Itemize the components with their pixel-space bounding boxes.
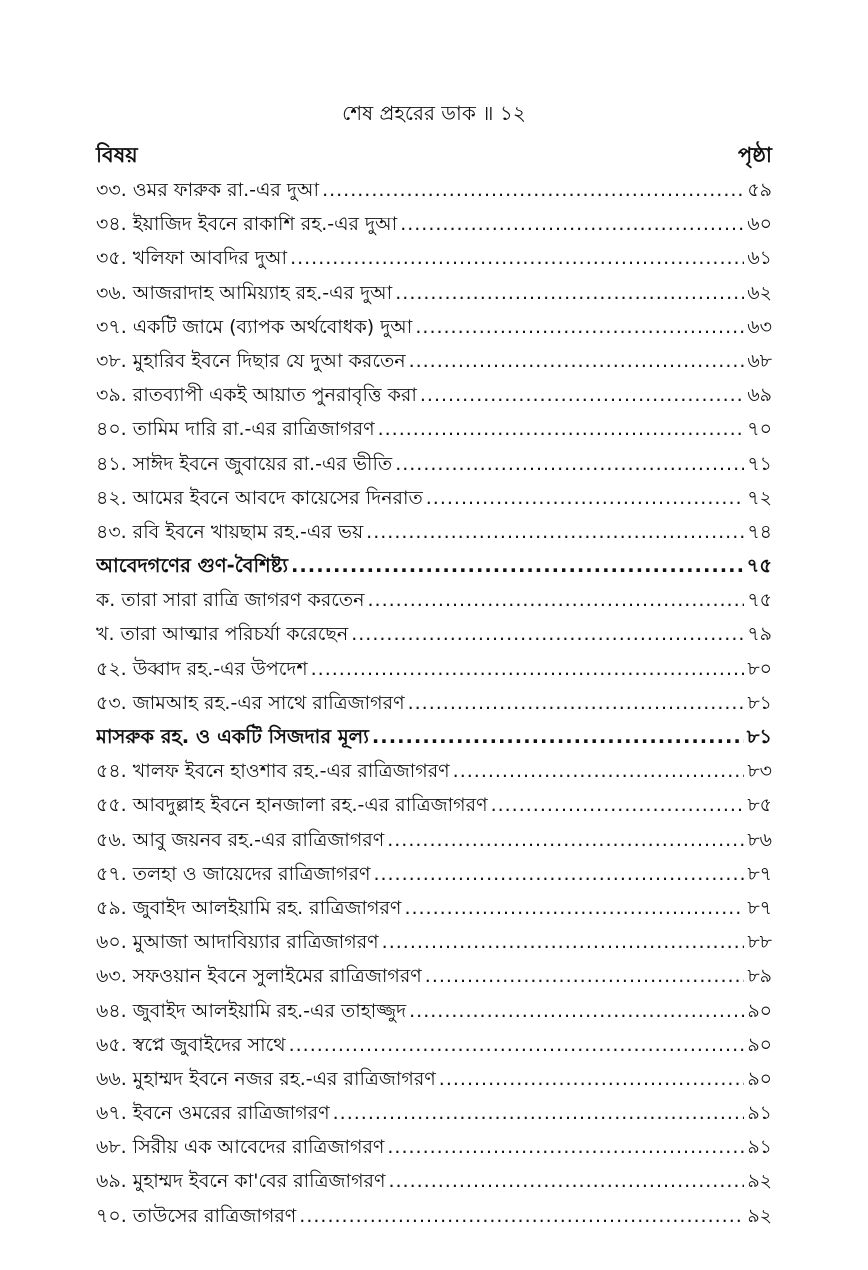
toc-entry-title: ৬৭. ইবনে ওমরের রাত্রিজাগরণ [96, 1102, 330, 1125]
toc-entry [96, 412, 772, 446]
toc-entry-page: ৭৫ [746, 554, 772, 578]
toc-entry [96, 378, 772, 412]
toc-entry-page: ৬১ [747, 247, 772, 270]
dot-leader [453, 754, 745, 788]
toc-entry-title: ৬৮. সিরীয় এক আবেদের রাত্রিজাগরণ [96, 1136, 385, 1159]
toc-entry-title: ৩৯. রাতব্যাপী একই আয়াত পুনরাবৃত্তি করা [96, 384, 417, 407]
toc-entry [96, 1199, 772, 1233]
toc-entry-page: ৬২ [747, 281, 772, 304]
toc-entry-title: ৫৬. আবু জয়নব রহ.-এর রাত্রিজাগরণ [96, 828, 385, 851]
toc-entry [96, 583, 772, 617]
toc-entry-page: ৮৬ [747, 828, 772, 851]
toc-entry-page: ৭২ [747, 486, 772, 509]
toc-entry-title: খ. তারা আত্মার পরিচর্যা করেছেন [96, 623, 349, 646]
toc-entry [96, 1062, 772, 1096]
toc-entry-page: ৮৯ [747, 965, 772, 988]
dot-leader [291, 549, 744, 583]
dot-leader [387, 1130, 744, 1164]
dot-leader [373, 857, 744, 891]
dot-leader [415, 310, 744, 344]
toc-entry-page: ৭৫ [747, 589, 772, 612]
toc-entry [96, 447, 772, 481]
toc-entry-title: ৫৪. খালফ ইবনে হাওশাব রহ.-এর রাত্রিজাগরণ [96, 760, 450, 783]
subject-column-heading: বিষয় [96, 143, 138, 167]
toc-entry-page: ৮৩ [747, 760, 772, 783]
toc-entry-page: ৯১ [747, 1136, 772, 1159]
toc-entry-title: ক. তারা সারা রাত্রি জাগরণ করতেন [96, 589, 365, 612]
toc-entry [96, 823, 772, 857]
toc-entry-page: ৮০ [747, 657, 772, 680]
toc-entry-page: ৮১ [747, 691, 772, 714]
toc-entry-title: ৬৫. স্বপ্নে জুবাইদের সাথে [96, 1033, 286, 1056]
toc-entry-title: ৪৩. রবি ইবনে খায়ছাম রহ.-এর ভয় [96, 520, 364, 543]
dot-leader [395, 276, 744, 310]
dot-leader [388, 1164, 744, 1198]
toc-entry-title: ৬৬. মুহাম্মদ ইবনে নজর রহ.-এর রাত্রিজাগরণ [96, 1067, 436, 1090]
toc-entry-title: ৪২. আমের ইবনে আবদে কায়েসের দিনরাত [96, 486, 423, 509]
toc-section-heading [96, 720, 772, 754]
toc-entry-title: ৩৪. ইয়াজিদ ইবনে রাকাশি রহ.-এর দুআ [96, 213, 398, 236]
toc-entry [96, 686, 772, 720]
toc-entry [96, 788, 772, 822]
toc-entry-title: ৬৪. জুবাইদ আলইয়ামি রহ.-এর তাহাজ্জুদ [96, 999, 407, 1022]
toc-entry-page: ৫৯ [747, 179, 772, 201]
dot-leader [409, 344, 745, 378]
toc-entry [96, 241, 772, 275]
toc-entry-title: ৭০. তাউসের রাত্রিজাগরণ [96, 1204, 297, 1227]
toc-entry-page: ৮৭ [747, 862, 772, 885]
toc-entry-title: ৫২. উব্বাদ রহ.-এর উপদেশ [96, 657, 308, 680]
dot-leader [351, 617, 744, 651]
dot-leader [426, 481, 745, 515]
toc-entry [96, 754, 772, 788]
toc-entry-title: ৩৮. মুহারিব ইবনে দিছার যে দুআ করতেন [96, 349, 406, 372]
dot-leader [387, 823, 744, 857]
dot-leader [378, 412, 745, 446]
dot-leader [372, 720, 744, 754]
toc-entry [96, 1164, 772, 1198]
dot-leader [299, 1199, 744, 1233]
toc-entry [96, 1130, 772, 1164]
toc-entry [96, 515, 772, 549]
toc-entry-title: ৫৭. তলহা ও জায়েদের রাত্রিজাগরণ [96, 862, 371, 885]
toc-entry-title: ৬০. মুআজা আদাবিয়্যার রাত্রিজাগরণ [96, 931, 379, 954]
toc-entry-page: ৯২ [747, 1204, 772, 1227]
page-column-heading: পৃষ্ঠা [737, 143, 772, 167]
toc-entry-page: ৬৩ [747, 315, 772, 338]
toc-entry-title: ৪০. তামিম দারি রা.-এর রাত্রিজাগরণ [96, 418, 375, 441]
toc-entry-page: ৯০ [747, 1033, 772, 1056]
toc-entry-page: ৭৯ [747, 623, 772, 646]
toc-entry-title: ৬৩. সফওয়ান ইবনে সুলাইমের রাত্রিজাগরণ [96, 965, 422, 988]
toc-entry-page: ৮৮ [747, 931, 772, 954]
toc-entry-title: ৫৯. জুবাইদ আলইয়ামি রহ. রাত্রিজাগরণ [96, 896, 402, 919]
dot-leader [382, 925, 745, 959]
toc-entry [96, 1096, 772, 1130]
toc-entry [96, 481, 772, 515]
toc-entry-title: আবেদগণের গুণ-বৈশিষ্ট্য [96, 554, 288, 578]
toc-section-heading [96, 549, 772, 583]
dot-leader [366, 515, 744, 549]
toc-entry-title: ৫৩. জামআহ রহ.-এর সাথে রাত্রিজাগরণ [96, 691, 405, 714]
toc-entry [96, 857, 772, 891]
toc-entry [96, 925, 772, 959]
toc-entry-title: ৩৭. একটি জামে (ব্যাপক অর্থবোধক) দুআ [96, 315, 413, 338]
toc-entry [96, 1028, 772, 1062]
dot-leader [395, 447, 744, 481]
dot-leader [408, 686, 745, 720]
dot-leader [400, 207, 744, 241]
dot-leader [425, 959, 745, 993]
toc-entry [96, 207, 772, 241]
toc-entry-page: ৭১ [747, 452, 772, 475]
toc-entry-title: ৩৫. খলিফা আবদির দুআ [96, 247, 288, 270]
book-page [96, 0, 772, 1270]
toc-entry-page: ৭৪ [747, 520, 772, 543]
table-of-contents [96, 173, 772, 1233]
column-headings [96, 138, 772, 172]
dot-leader [311, 652, 745, 686]
toc-entry-page: ৬০ [747, 213, 772, 236]
toc-entry-page: ৯০ [747, 999, 772, 1022]
running-header: শেষ প্রহরের ডাক ॥ ১২ [342, 101, 526, 125]
dot-leader [333, 1096, 745, 1130]
toc-entry-page: ৬৯ [747, 384, 772, 407]
toc-entry [96, 173, 772, 207]
toc-entry-page: ৯২ [747, 1170, 772, 1193]
dot-leader [420, 378, 744, 412]
toc-entry-page: ৮৫ [747, 794, 772, 817]
dot-leader [368, 583, 745, 617]
toc-entry [96, 652, 772, 686]
toc-entry-page: ৬৮ [747, 349, 772, 372]
toc-entry-title: ৫৫. আবদুল্লাহ ইবনে হানজালা রহ.-এর রাত্রিজাগরণ [96, 794, 488, 817]
toc-entry [96, 891, 772, 925]
toc-entry [96, 994, 772, 1028]
dot-leader [290, 241, 744, 275]
toc-entry [96, 310, 772, 344]
toc-entry-page: ৭০ [747, 418, 772, 441]
dot-leader [439, 1062, 745, 1096]
toc-entry-page: ৮১ [746, 725, 772, 748]
toc-entry [96, 344, 772, 378]
toc-entry-page: ৮৭ [747, 896, 772, 919]
toc-entry [96, 959, 772, 993]
toc-entry [96, 617, 772, 651]
dot-leader [322, 173, 744, 207]
toc-entry-title: ৬৯. মুহাম্মদ ইবনে কা'বের রাত্রিজাগরণ [96, 1170, 386, 1193]
toc-entry-page: ৯১ [747, 1102, 772, 1125]
toc-entry [96, 276, 772, 310]
toc-entry-title: ৪১. সাঈদ ইবনে জুবায়ের রা.-এর ভীতি [96, 452, 393, 475]
toc-entry-page: ৯০ [747, 1067, 772, 1090]
toc-entry-title: ৩৩. ওমর ফারুক রা.-এর দুআ [96, 179, 320, 201]
dot-leader [289, 1028, 745, 1062]
toc-entry-title: মাসরুক রহ. ও একটি সিজদার মূল্য [96, 725, 369, 748]
toc-entry-title: ৩৬. আজরাদাহ আমিয়্যাহ রহ.-এর দুআ [96, 281, 393, 304]
dot-leader [491, 788, 745, 822]
dot-leader [404, 891, 744, 925]
dot-leader [409, 994, 744, 1028]
